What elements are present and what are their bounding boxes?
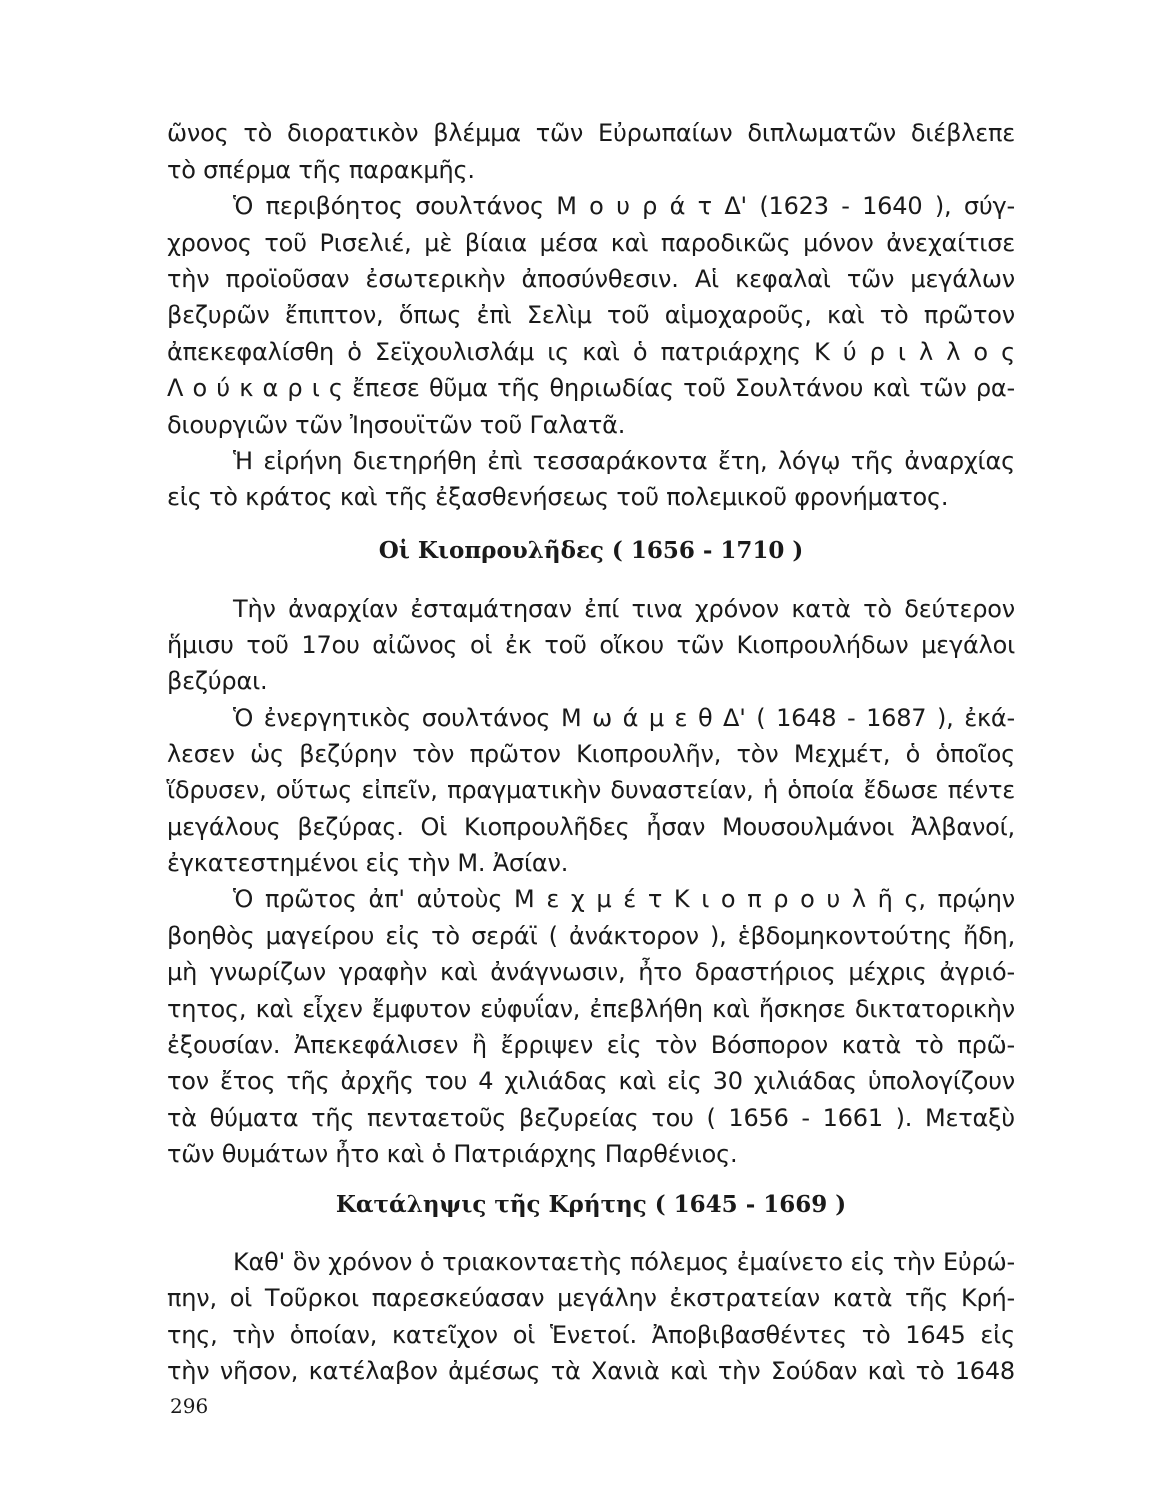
text-line: ἀπεκεφαλίσθη ὁ Σεϊχουλισλάμ ις καὶ ὁ πατριάρχης Κ ύ ρ ι λ λ ο ς: [167, 338, 1015, 366]
text-line: μὴ γνωρίζων γραφὴν καὶ ἀνάγνωσιν, ἦτο δραστήριος μέχρις ἀγριό-: [167, 958, 1015, 986]
text-line: Τὴν ἀναρχίαν ἐσταμάτησαν ἐπί τινα χρόνον κατὰ τὸ δεύτερον: [233, 595, 1015, 623]
text-line: πην, οἱ Τοῦρκοι παρεσκεύασαν μεγάλην ἐκστρατείαν κατὰ τῆς Κρή-: [167, 1284, 1015, 1312]
text-line: τῶν θυμάτων ἦτο καὶ ὁ Πατριάρχης Παρθένιος.: [167, 1140, 738, 1168]
text-line: βεζυρῶν ἔπιπτον, ὅπως ἐπὶ Σελὶμ τοῦ αἱμοχαροῦς, καὶ τὸ πρῶτον: [167, 301, 1015, 329]
text-line: Λ ο ύ κ α ρ ι ς ἔπεσε θῦμα τῆς θηριωδίας τοῦ Σουλτάνου καὶ τῶν ρα-: [167, 374, 1015, 402]
section-heading: Οἱ Κιοπρουλῆδες ( 1656 - 1710 ): [378, 537, 804, 564]
text-line: εἰς τὸ κράτος καὶ τῆς ἐξασθενήσεως τοῦ πολεμικοῦ φρονήματος.: [167, 483, 949, 511]
text-line: Ἡ εἰρήνη διετηρήθη ἐπὶ τεσσαράκοντα ἔτη, λόγῳ τῆς ἀναρχίας: [233, 447, 1015, 475]
text-line: Ὁ ἐνεργητικὸς σουλτάνος Μ ω ά μ ε θ Δ' ( 1648 - 1687 ), ἐκά-: [233, 704, 1015, 732]
text-line: τον ἔτος τῆς ἀρχῆς του 4 χιλιάδας καὶ εἰς 30 χιλιάδας ὑπολογίζουν: [167, 1067, 1015, 1095]
text-line: λεσεν ὡς βεζύρην τὸν πρῶτον Κιοπρουλῆν, τὸν Μεχμέτ, ὁ ὁποῖος: [167, 740, 1015, 768]
text-line: τὴν νῆσον, κατέλαβον ἀμέσως τὰ Χανιὰ καὶ τὴν Σούδαν καὶ τὸ 1648: [167, 1357, 1015, 1385]
text-line: ἐγκατεστημένοι εἰς τὴν Μ. Ἀσίαν.: [167, 849, 569, 877]
text-line: της, τὴν ὁποίαν, κατεῖχον οἱ Ἑνετοί. Ἀποβιβασθέντες τὸ 1645 εἰς: [167, 1321, 1015, 1349]
text-line: ἥμισυ τοῦ 17ου αἰῶνος οἱ ἐκ τοῦ οἴκου τῶν Κιοπρουλήδων μεγάλοι: [167, 631, 1015, 659]
text-line: τὴν προϊοῦσαν ἐσωτερικὴν ἀποσύνθεσιν. Αἱ κεφαλαὶ τῶν μεγάλων: [167, 265, 1015, 293]
text-line: τητος, καὶ εἶχεν ἔμφυτον εὐφυΐαν, ἐπεβλήθη καὶ ἤσκησε δικτατορικὴν: [167, 995, 1015, 1023]
text-line: Ὁ περιβόητος σουλτάνος Μ ο υ ρ ά τ Δ' (1623 - 1640 ), σύγ-: [233, 192, 1015, 220]
text-line: χρονος τοῦ Ρισελιέ, μὲ βίαια μέσα καὶ παροδικῶς μόνον ἀνεχαίτισε: [167, 229, 1015, 257]
text-line: ῶνος τὸ διορατικὸν βλέμμα τῶν Εὐρωπαίων διπλωματῶν διέβλεπε: [167, 119, 1015, 147]
text-line: τὸ σπέρμα τῆς παρακμῆς.: [167, 156, 475, 184]
text-line: διουργιῶν τῶν Ἰησουϊτῶν τοῦ Γαλατᾶ.: [167, 411, 626, 439]
text-line: Καθ' ὃν χρόνον ὁ τριακονταετὴς πόλεμος ἐμαίνετο εἰς τὴν Εὐρώ-: [233, 1248, 1015, 1276]
page-number: 296: [170, 1394, 209, 1418]
text-line: ἐξουσίαν. Ἀπεκεφάλισεν ἢ ἔρριψεν εἰς τὸν Βόσπορον κατὰ τὸ πρῶ-: [167, 1031, 1015, 1059]
text-line: βοηθὸς μαγείρου εἰς τὸ σεράϊ ( ἀνάκτορον ), ἑβδομηκοντούτης ἤδη,: [167, 922, 1015, 950]
text-line: τὰ θύματα τῆς πενταετοῦς βεζυρείας του ( 1656 - 1661 ). Μεταξὺ: [167, 1104, 1015, 1132]
text-line: μεγάλους βεζύρας. Οἱ Κιοπρουλῆδες ἦσαν Μουσουλμάνοι Ἀλβανοί,: [167, 813, 1015, 841]
section-heading: Κατάληψις τῆς Κρήτης ( 1645 - 1669 ): [335, 1191, 847, 1218]
text-line: ἵδρυσεν, οὕτως εἰπεῖν, πραγματικὴν δυναστείαν, ἡ ὁποία ἔδωσε πέντε: [167, 776, 1015, 804]
text-line: Ὁ πρῶτος ἀπ' αὐτοὺς Μ ε χ μ έ τ Κ ι ο π ρ ο υ λ ῆ ς, πρῴην: [233, 885, 1015, 913]
text-line: βεζύραι.: [167, 667, 268, 695]
